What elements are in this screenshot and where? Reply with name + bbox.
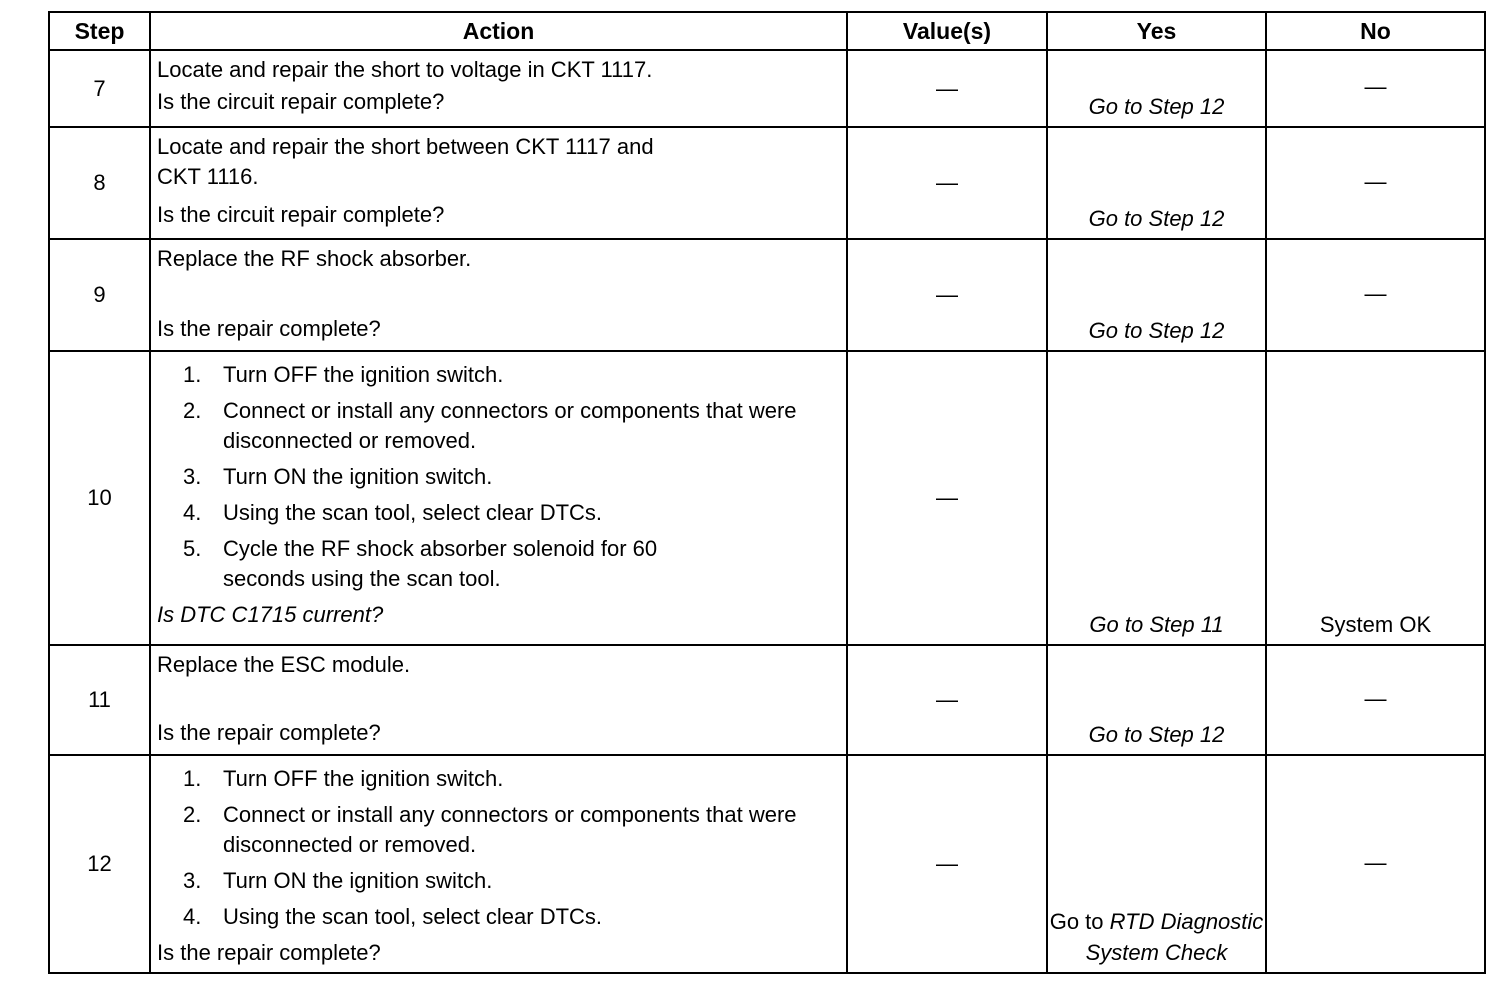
- list-item-number: 1.: [183, 362, 202, 387]
- diagnostic-table: [48, 11, 1486, 974]
- table-row: [49, 50, 1485, 127]
- action-question: Is the repair complete?: [157, 940, 381, 965]
- step-number: 11: [49, 645, 150, 755]
- list-item: [183, 534, 836, 594]
- action-question: Is the circuit repair complete?: [157, 202, 445, 227]
- action-cell: [150, 239, 847, 351]
- action-text: Locate and repair the short to voltage in CKT 1117.: [157, 57, 653, 82]
- yes-cell: Go to Step 12: [1047, 239, 1266, 351]
- step-number: 7: [49, 50, 150, 127]
- step-number: 10: [49, 351, 150, 645]
- yes-cell: Go to Step 12: [1047, 127, 1266, 239]
- action-cell: [150, 127, 847, 239]
- list-item-number: 3.: [183, 868, 202, 893]
- list-item-number: 2.: [183, 802, 202, 827]
- action-text: Locate and repair the short between CKT 1117 and: [157, 134, 654, 159]
- value-cell: —: [847, 645, 1047, 755]
- header-yes: Yes: [1047, 12, 1266, 50]
- header-row: [49, 12, 1485, 50]
- table-row: [49, 645, 1485, 755]
- action-text: Replace the RF shock absorber.: [157, 246, 472, 271]
- spacer: [157, 680, 836, 708]
- yes-cell: [1047, 755, 1266, 973]
- list-item-text: Connect or install any connectors or components that were disconnected or removed.: [223, 802, 797, 857]
- value-cell: —: [847, 351, 1047, 645]
- action-question: Is the repair complete?: [157, 316, 381, 341]
- step-number: 8: [49, 127, 150, 239]
- table-row: [49, 239, 1485, 351]
- yes-cell: Go to Step 12: [1047, 645, 1266, 755]
- table-row: [49, 351, 1485, 645]
- list-item-number: 4.: [183, 904, 202, 929]
- header-step: Step: [49, 12, 150, 50]
- no-cell: —: [1266, 50, 1485, 127]
- action-question: Is the circuit repair complete?: [157, 89, 445, 114]
- list-item: [183, 396, 836, 456]
- list-item-text: Connect or install any connectors or components that were disconnected or removed.: [223, 398, 797, 453]
- action-text: CKT 1116.: [157, 164, 259, 189]
- action-cell: [150, 755, 847, 973]
- action-question: Is DTC C1715 current?: [157, 602, 384, 627]
- list-item-number: 3.: [183, 464, 202, 489]
- yes-cell: Go to Step 11: [1047, 351, 1266, 645]
- list-item: [183, 462, 836, 492]
- value-cell: —: [847, 755, 1047, 973]
- list-item: [183, 764, 836, 794]
- header-values: Value(s): [847, 12, 1047, 50]
- header-action: Action: [150, 12, 847, 50]
- action-question: Is the repair complete?: [157, 720, 381, 745]
- list-item-text: Turn ON the ignition switch.: [223, 464, 493, 489]
- list-item: [183, 498, 836, 528]
- spacer: [157, 274, 836, 302]
- list-item: [183, 866, 836, 896]
- list-item-text: Using the scan tool, select clear DTCs.: [223, 500, 603, 525]
- list-item-text: Turn ON the ignition switch.: [223, 868, 493, 893]
- table-row: [49, 755, 1485, 973]
- value-cell: —: [847, 127, 1047, 239]
- step-number: 12: [49, 755, 150, 973]
- action-cell: [150, 351, 847, 645]
- list-item-number: 2.: [183, 398, 202, 423]
- yes-link-text: RTD Diagnostic System Check: [1085, 909, 1264, 965]
- header-no: No: [1266, 12, 1485, 50]
- value-cell: —: [847, 239, 1047, 351]
- list-item-text: Turn OFF the ignition switch.: [223, 362, 504, 387]
- step-number: 9: [49, 239, 150, 351]
- action-cell: [150, 50, 847, 127]
- list-item-number: 1.: [183, 766, 202, 791]
- yes-prefix: Go to: [1049, 909, 1104, 934]
- list-item: [183, 902, 836, 932]
- yes-cell: Go to Step 12: [1047, 50, 1266, 127]
- action-cell: [150, 645, 847, 755]
- list-item-text: Cycle the RF shock absorber solenoid for 60 seconds using the scan tool.: [223, 536, 658, 591]
- list-item: [183, 800, 836, 860]
- action-text: Replace the ESC module.: [157, 652, 411, 677]
- value-cell: —: [847, 50, 1047, 127]
- table-row: [49, 127, 1485, 239]
- list-item-number: 5.: [183, 536, 202, 561]
- list-item-text: Turn OFF the ignition switch.: [223, 766, 504, 791]
- no-cell: —: [1266, 755, 1485, 973]
- no-cell: System OK: [1266, 351, 1485, 645]
- list-item-number: 4.: [183, 500, 202, 525]
- no-cell: —: [1266, 127, 1485, 239]
- no-cell: —: [1266, 239, 1485, 351]
- list-item: [183, 360, 836, 390]
- list-item-text: Using the scan tool, select clear DTCs.: [223, 904, 603, 929]
- no-cell: —: [1266, 645, 1485, 755]
